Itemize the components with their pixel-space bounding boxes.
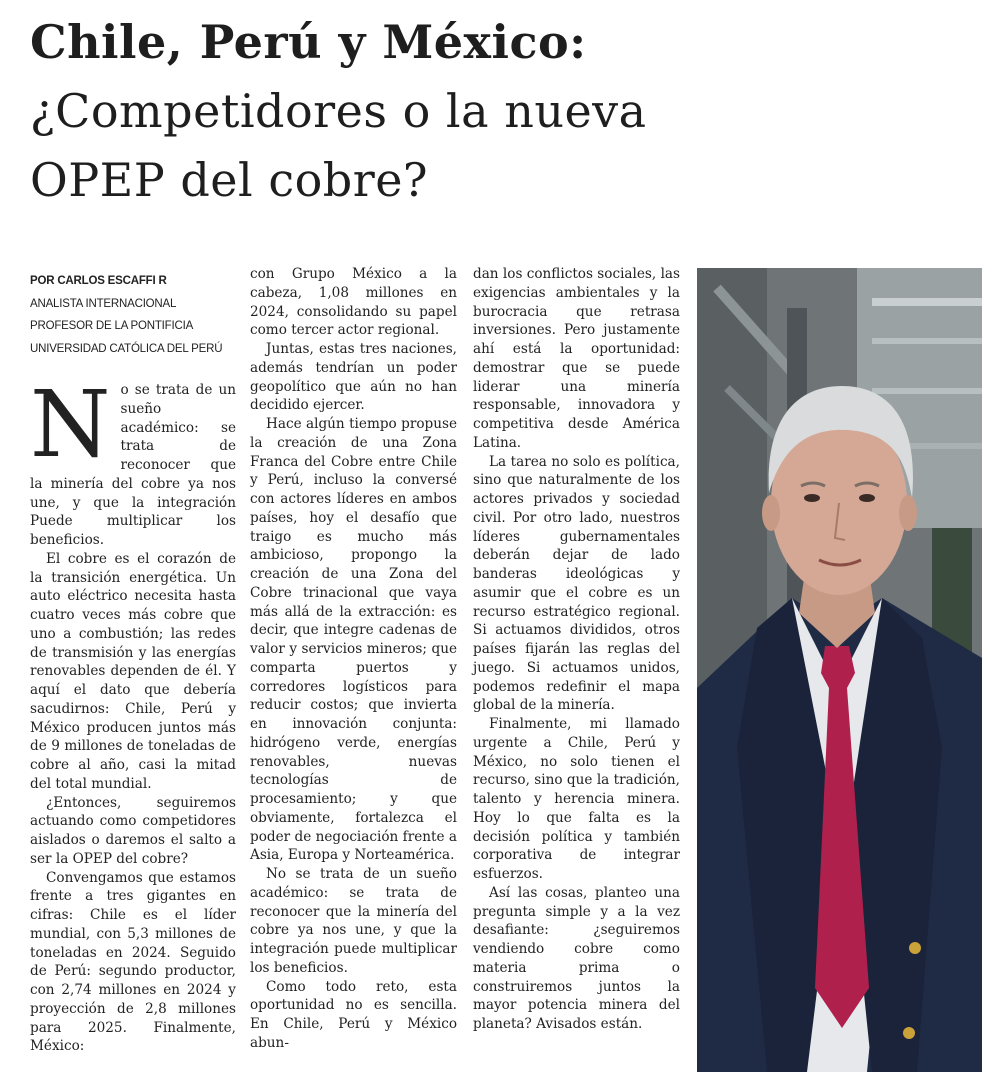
paragraph-7: No se trata de un sueño académico: se trata de reconocer que la minería del cobre ya nos une, y que la integración puede multiplicar los beneficios. (250, 866, 457, 976)
drop-cap: N (30, 371, 111, 478)
author-role-3: UNIVERSIDAD CATÓLICA DEL PERÚ (30, 342, 223, 355)
paragraph-11: Así las cosas, planteo una pregunta simple y a la vez desafiante: ¿seguiremos vendiendo cobre como materia prima o construiremos juntos la mayor potencia minera del planeta? Avisados están. (473, 884, 680, 1032)
paragraph-10: Finalmente, mi llamado urgente a Chile, Perú y México, no solo tienen el recurso, sino que la tradición, talento y herencia minera. Hoy lo que falta es la decisión política y también corporativa de integrar esfuerzos. (473, 716, 680, 882)
paragraph-1 (30, 371, 236, 550)
article-column-2 (250, 265, 457, 1053)
author-name: POR CARLOS ESCAFFI R (30, 275, 167, 287)
paragraph-2: El cobre es el corazón de la transición energética. Un auto eléctrico necesita hasta cuatro veces más cobre que uno a combustión; las redes de transmisión y las energías renovables dependen de él. Y aquí el dato que debería sacudirnos: Chile, Perú y México producen juntos más de 9 millones de toneladas de cobre al año, casi la mitad del total mundial. (30, 550, 236, 792)
paragraph-3: ¿Entonces, seguiremos actuando como competidores aislados o daremos el salto a ser la OPEP del cobre? (30, 794, 236, 867)
author-portrait-photo (697, 268, 982, 1072)
paragraph-9: La tarea no solo es política, sino que naturalmente de los actores privados y sociedad civil. Por otro lado, nuestros líderes gubernamentales deberán dejar de lado banderas ideológicas y asumir que el cobre es un recurso estratégico regional. Si actuamos divididos, otros países fijarán las reglas del juego. Si actuamos unidos, podemos redefinir el mapa global de la minería. (473, 453, 680, 714)
headline-line-2: ¿Competidores o la nueva (30, 84, 647, 138)
paragraph-5: Juntas, estas tres naciones, además tendrían un poder geopolítico que aún no han decidido ejercer. (250, 341, 457, 414)
paragraph-4-continued: con Grupo México a la cabeza, 1,08 millones en 2024, consolidando su papel como tercer actor regional. (250, 266, 457, 339)
portrait-illustration (697, 268, 982, 1072)
article-column-1 (30, 371, 236, 1056)
byline (30, 270, 245, 360)
paragraph-1-text: o se trata de un sueño académico: se trata de reconocer que la minería del cobre ya nos une, y que la integración Puede multiplicar los beneficios. (30, 382, 236, 548)
headline-line-1: Chile, Perú y México: (30, 15, 587, 69)
paragraph-6: Hace algún tiempo propuse la creación de una Zona Franca del Cobre entre Chile y Perú, incluso la conversé con actores líderes en ambos países, hoy el desafío que traigo es mucho más ambicioso, propongo la creación de una Zona del Cobre trinacional que vaya más allá de la extracción: es decir, que integre cadenas de valor y servicios mineros; que comparta puertos y corredores logísticos para reducir costos; que invierta en innovación conjunta: hidrógeno verde, energías renovables, nuevas tecnologías de procesamiento; y que obviamente, fortalezca el poder de negociación frente a Asia, Europa y Norteamérica. (250, 416, 457, 864)
paragraph-4: Convengamos que estamos frente a tres gigantes en cifras: Chile es el líder mundial, con 5,3 millones de toneladas en 2024. Seguido de Perú: segundo productor, con 2,74 millones en 2024 y proyección de 2,8 millones para 2025. Finalmente, México: (30, 869, 236, 1055)
paragraph-8: Como todo reto, esta oportunidad no es sencilla. En Chile, Perú y México abun- (250, 978, 457, 1051)
article-column-3 (473, 265, 680, 1034)
author-role-2: PROFESOR DE LA PONTIFICIA (30, 320, 194, 332)
paragraph-8-continued: dan los conflictos sociales, las exigencias ambientales y la burocracia que retrasa inversiones. Pero justamente ahí está la oportunidad: demostrar que se puede liderar una minería responsable, innovadora y competitiva desde América Latina. (473, 266, 680, 451)
headline-line-3: OPEP del cobre? (30, 153, 429, 207)
headline (30, 8, 970, 215)
author-role-1: ANALISTA INTERNACIONAL (30, 297, 177, 310)
